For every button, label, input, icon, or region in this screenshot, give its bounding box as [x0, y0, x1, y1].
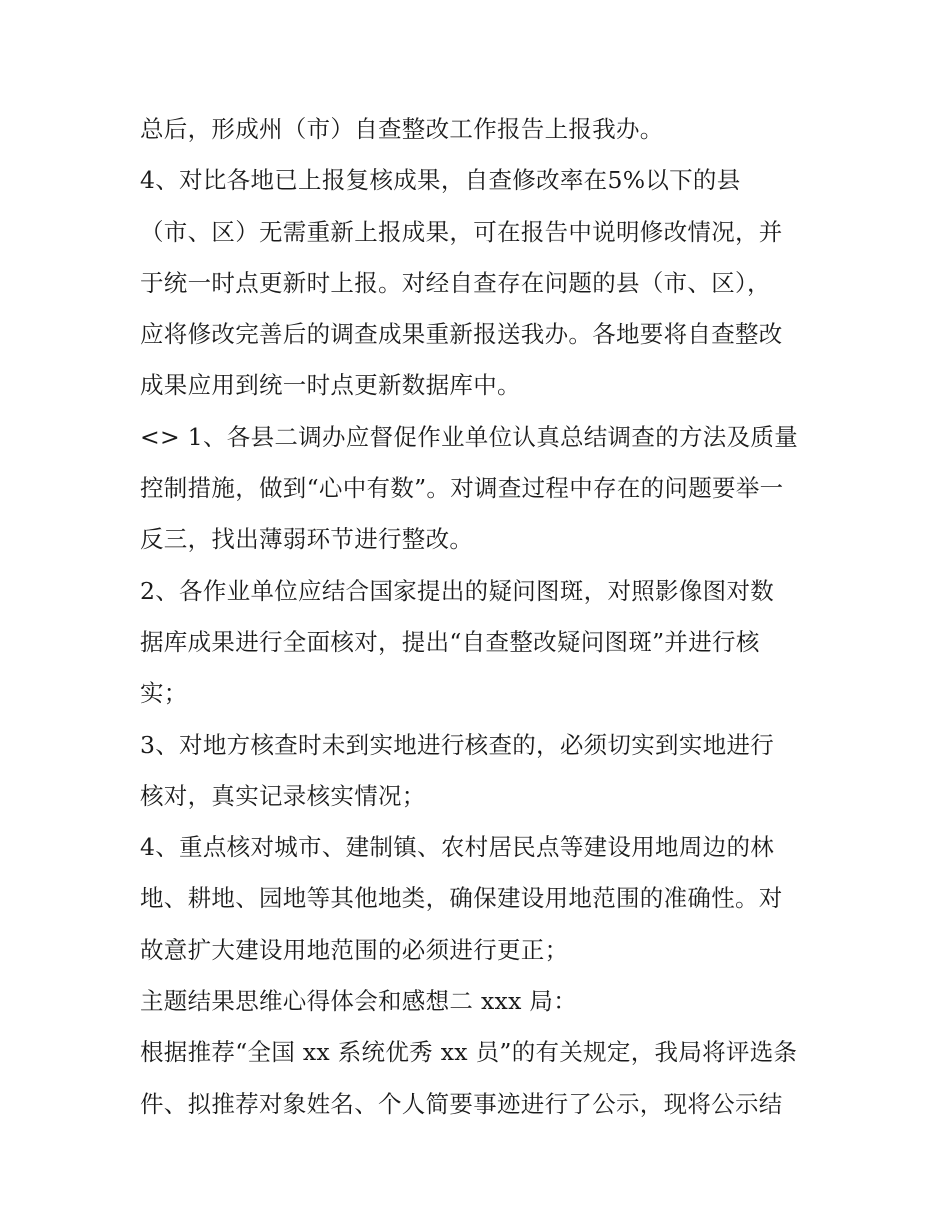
text-line: 4、重点核对城市、建制镇、农村居民点等建设用地周边的林: [140, 833, 775, 862]
text-line: 件、拟推荐对象姓名、个人简要事迹进行了公示，现将公示结: [140, 1089, 783, 1118]
text-line: <> 1、各县二调办应督促作业单位认真总结调查的方法及质量: [140, 422, 799, 451]
text-line: 主题结果思维心得体会和感想二 xxx 局：: [140, 987, 577, 1016]
text-line: 于统一时点更新时上报。对经自查存在问题的县（市、区），: [140, 268, 771, 297]
text-line: 成果应用到统一时点更新数据库中。: [140, 371, 521, 400]
text-line: 应将修改完善后的调查成果重新报送我办。各地要将自查整改: [140, 320, 783, 349]
document-body: [140, 104, 820, 1130]
text-line: （市、区）无需重新上报成果，可在报告中说明修改情况，并: [140, 217, 783, 246]
text-line: 4、对比各地已上报复核成果，自查修改率在5%以下的县: [140, 166, 741, 195]
text-line: 实；: [140, 679, 188, 708]
text-line: 根据推荐“全国 xx 系统优秀 xx 员”的有关规定，我局将评选条: [140, 1038, 798, 1067]
text-line: 控制措施，做到“心中有数”。对调查过程中存在的问题要举一: [140, 474, 784, 503]
text-line: 反三，找出薄弱环节进行整改。: [140, 525, 474, 554]
text-line: 3、对地方核查时未到实地进行核查的，必须切实到实地进行: [140, 730, 775, 759]
text-line: 地、耕地、园地等其他地类，确保建设用地范围的准确性。对: [140, 884, 783, 913]
text-line: 据库成果进行全面核对，提出“自查整改疑问图斑”并进行核: [140, 627, 760, 656]
text-line: 核对，真实记录核实情况；: [140, 781, 426, 810]
text-line: 2、各作业单位应结合国家提出的疑问图斑，对照影像图对数: [140, 576, 775, 605]
text-line: 总后，形成州（市）自查整改工作报告上报我办。: [140, 115, 664, 143]
text-line: 故意扩大建设用地范围的必须进行更正；: [140, 935, 569, 964]
